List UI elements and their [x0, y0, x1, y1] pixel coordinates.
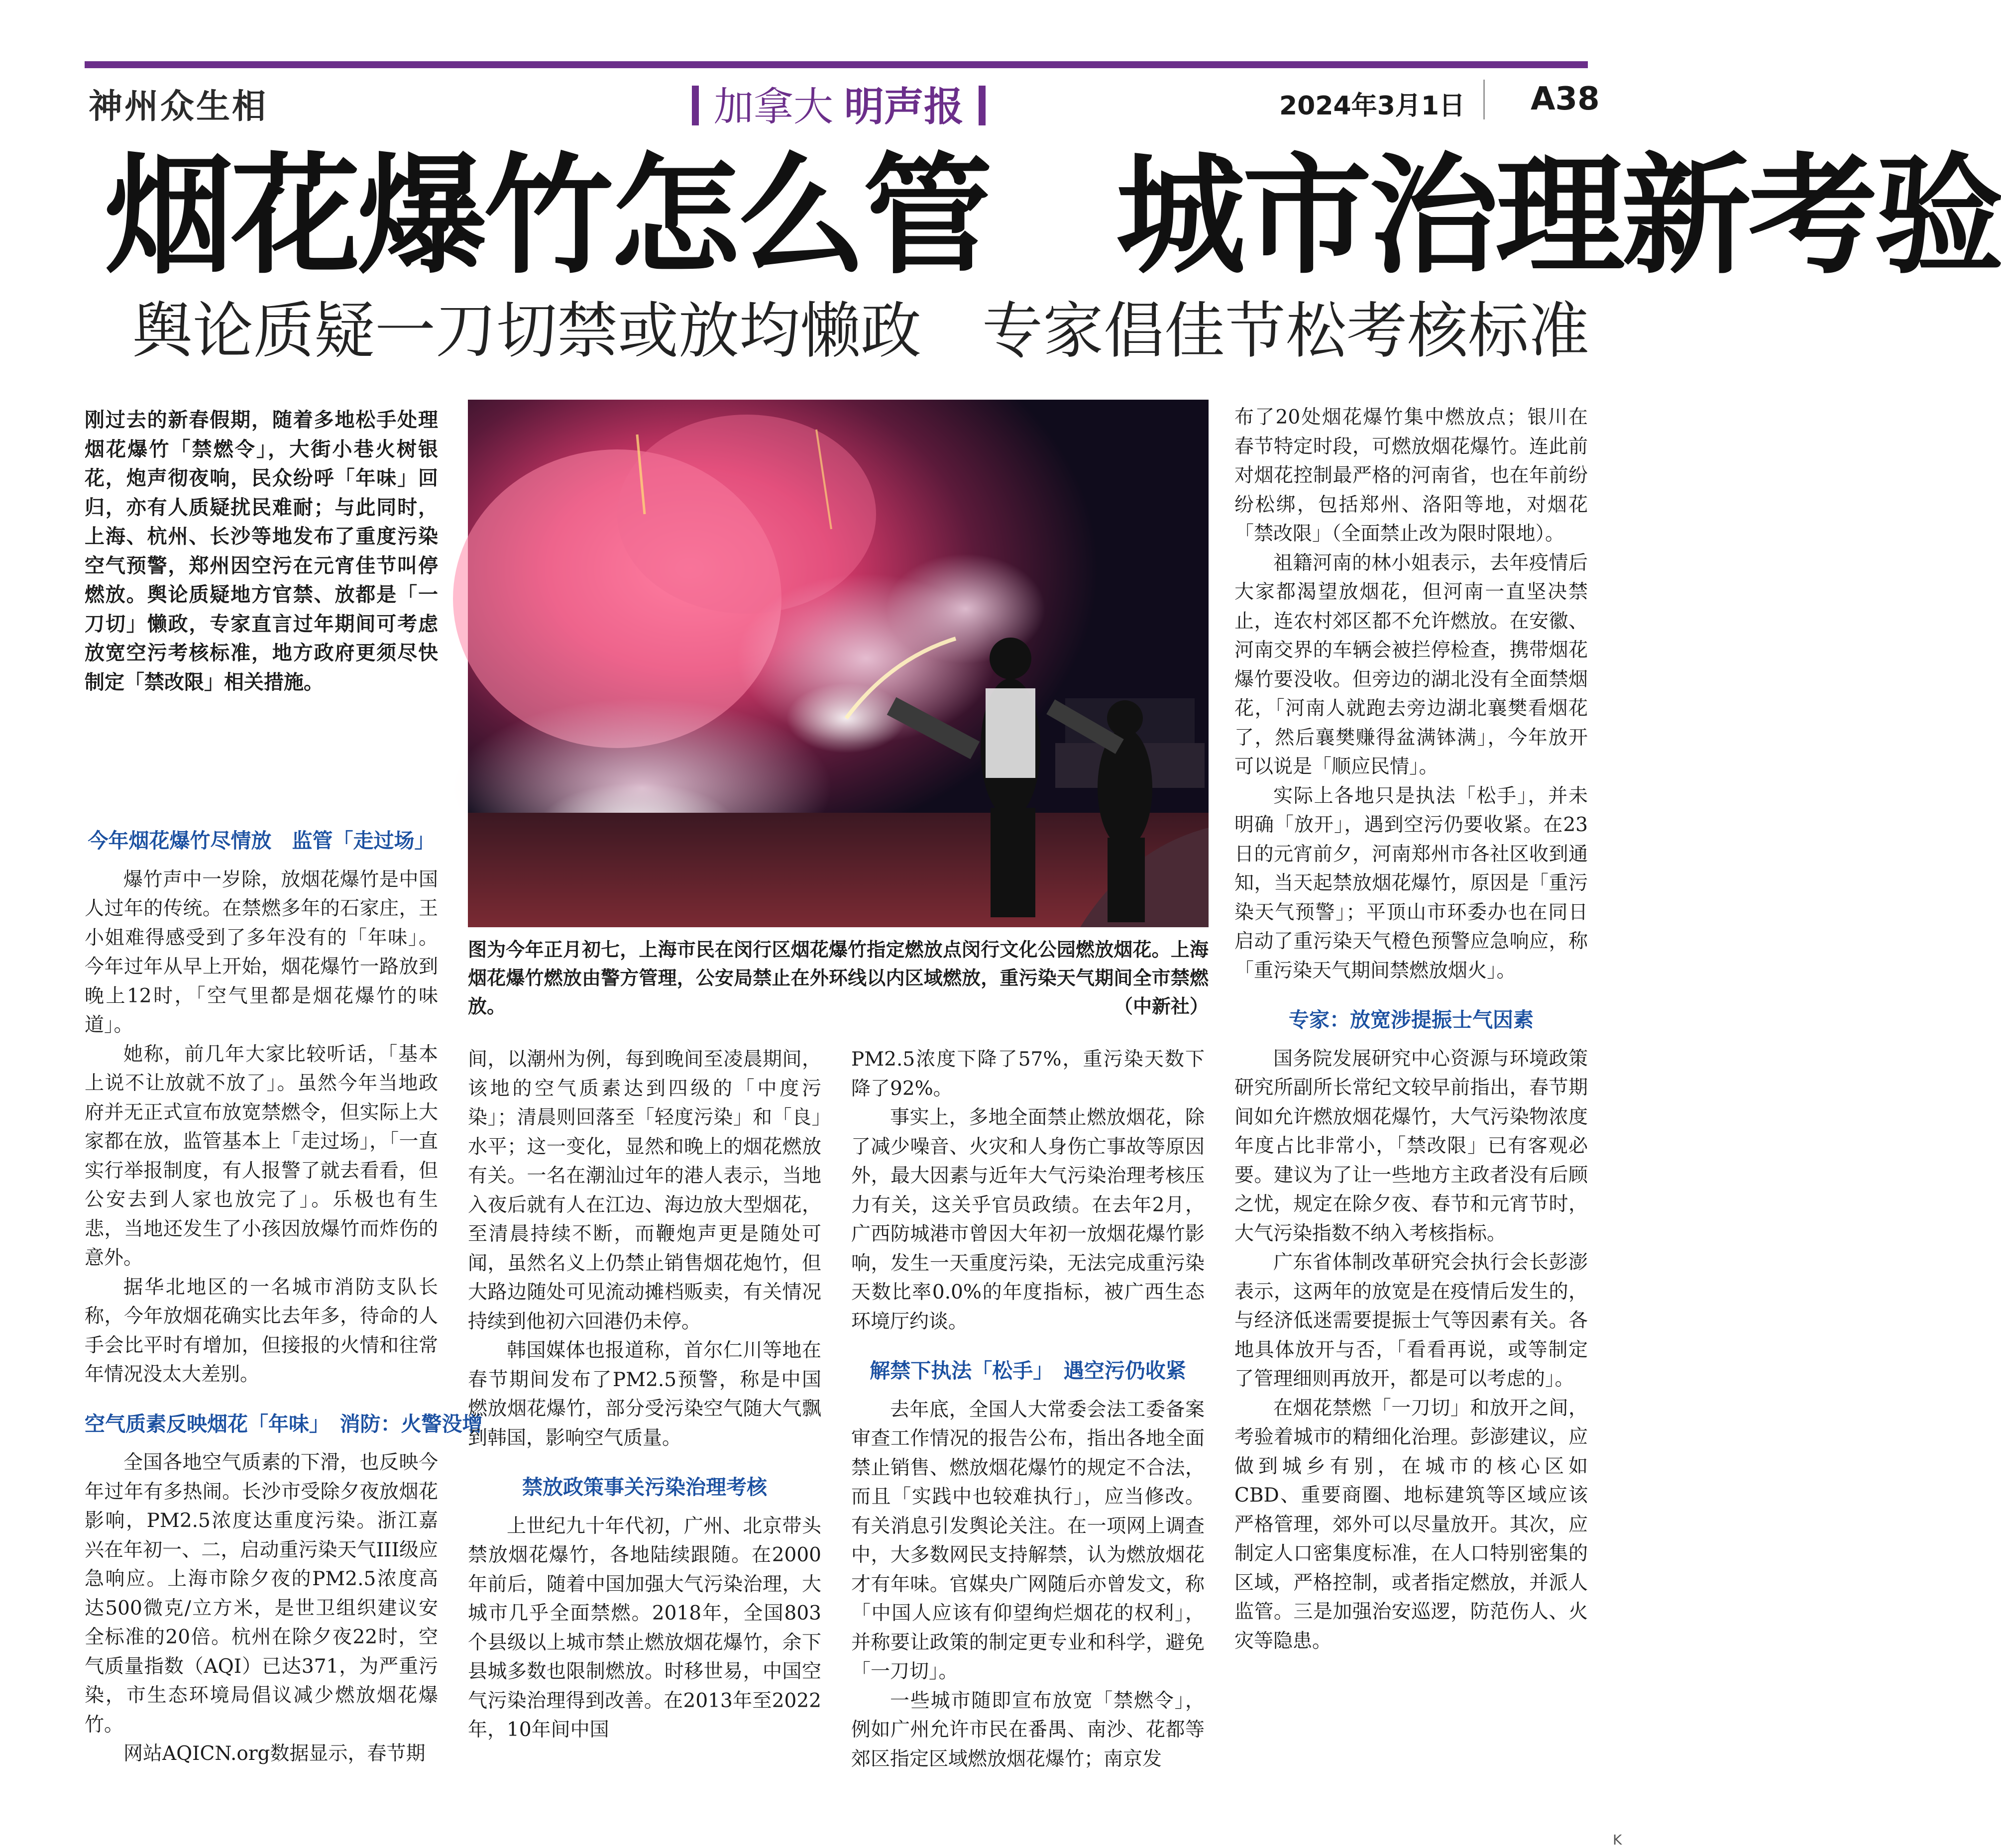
section-heading-5: 专家：放宽涉提振士气因素: [1289, 1008, 1534, 1032]
section-heading-4: 解禁下执法「松手」 遇空污仍收紧: [870, 1359, 1186, 1383]
subheadline: 舆论质疑一刀切禁或放均懒政 专家倡佳节松考核标准: [132, 296, 1589, 366]
lead-paragraph: [85, 406, 438, 697]
paragraph: 实际上各地只是执法「松手」，并未明确「放开」，遇到空污仍要收紧。在23日的元宵前夕，河南郑州市各社区收到通知，当天起禁放烟花爆竹，原因是「重污染天气预警」；平顶山市环委办也在同日启动了重污染天气橙色预警应急响应，称「重污染天气期间禁燃放烟火」。: [1234, 784, 1588, 982]
paragraph: PM2.5浓度下降了57%，重污染天数下降了92%。: [851, 1048, 1205, 1100]
fireworks-photo-image: [468, 400, 1209, 927]
column-2: [468, 1045, 821, 1745]
paragraph: 全国各地空气质素的下滑，也反映今年过年有多热闹。长沙市受除夕夜放烟花影响，PM2.5浓度达重度污染。浙江嘉兴在年初一、二，启动重污染天气III级应急响应。上海市除夕夜的PM2.5浓度高达500微克/立方米，是世卫组织建议安全标准的20倍。杭州在除夕夜22时，空气质量指数（AQI）已达371，为严重污染，市生态环境局倡议减少燃放烟花爆竹。: [85, 1451, 438, 1736]
section-heading-1: 今年烟花爆竹尽情放 监管「走过场」: [88, 829, 435, 853]
masthead-bar-left: [692, 86, 699, 125]
photo-credit: （中新社）: [1113, 995, 1209, 1017]
corner-mark: K: [1613, 1832, 1622, 1848]
column-4: [1234, 403, 1588, 1656]
paragraph: 她称，前几年大家比较听话，「基本上说不让放就不放了」。虽然今年当地政府并无正式宣布放宽禁燃令，但实际上大家都在放，监管基本上「走过场」，「一直实行举报制度，有人报警了就去看看，但公安去到人家也放完了」。乐极也有生悲，当地还发生了小孩因放爆竹而炸伤的意外。: [85, 1043, 438, 1269]
paragraph: 广东省体制改革研究会执行会长彭澎表示，这两年的放宽是在疫情后发生的，与经济低迷需要提振士气等因素有关。各地具体放开与否，「看看再说，或等制定了管理细则再放开，都是可以考虑的」。: [1234, 1251, 1588, 1390]
paragraph: 国务院发展研究中心资源与环境政策研究所副所长常纪文较早前指出，春节期间如允许燃放烟花爆竹，大气污染物浓度年度占比非常小，「禁改限」已有客观必要。建议为了让一些地方主政者没有后顾之忧，规定在除夕夜、春节和元宵节时，大气污染指数不纳入考核指标。: [1234, 1047, 1588, 1245]
masthead-bar-right: [979, 86, 986, 125]
photo-caption: [468, 936, 1209, 1021]
section-title: 神州众生相: [89, 87, 268, 126]
column-3: [851, 1045, 1205, 1774]
masthead-name: 明声报: [844, 84, 964, 130]
top-rule: [85, 61, 1588, 68]
column-1: [85, 816, 483, 1769]
paragraph: 在烟花禁燃「一刀切」和放开之间，考验着城市的精细化治理。彭澎建议，应做到城乡有别，在城市的核心区如CBD、重要商圈、地标建筑等区域应该严格管理，郊外可以尽量放开。其次，应制定人口密集度标准，在人口特别密集的区域，严格控制，或者指定燃放，并派人监管。三是加强治安巡逻，防范伤人、火灾等隐患。: [1234, 1397, 1588, 1652]
photo-caption-text: 图为今年正月初七，上海市民在闵行区烟花爆竹指定燃放点闵行文化公园燃放烟花。上海烟花爆竹燃放由警方管理，公安局禁止在外环线以内区域燃放，重污染天气期间全市禁燃放。: [468, 939, 1209, 1017]
paragraph: 去年底，全国人大常委会法工委备案审查工作情况的报告公布，指出各地全面禁止销售、燃放烟花爆竹的规定不合法，而且「实践中也较难执行」，应当修改。有关消息引发舆论关注。在一项网上调查中，大多数网民支持解禁，认为燃放烟花才有年味。官媒央广网随后亦曾发文，称「中国人应该有仰望绚烂烟花的权利」，并称要让政策的制定更专业和科学，避免「一刀切」。: [851, 1398, 1205, 1683]
headline: 烟花爆竹怎么管 城市治理新考验: [105, 141, 2001, 292]
paragraph: 上世纪九十年代初，广州、北京带头禁放烟花爆竹，各地陆续跟随。在2000年前后，随着中国加强大气污染治理，大城市几乎全面禁燃。2018年，全国803个县级以上城市禁止燃放烟花爆竹，余下县城多数也限制燃放。时移世易，中国空气污染治理得到改善。在2013年至2022年，10年间中国: [468, 1515, 821, 1741]
section-heading-2: 空气质素反映烟花「年味」 消防：火警没增: [85, 1412, 483, 1436]
paragraph: 爆竹声中一岁除，放烟花爆竹是中国人过年的传统。在禁燃多年的石家庄，王小姐难得感受到了多年没有的「年味」。今年过年从早上开始，烟花爆竹一路放到晚上12时，「空气里都是烟花爆竹的味道」。: [85, 868, 438, 1036]
masthead: [677, 75, 1000, 132]
masthead-prefix: 加拿大: [714, 84, 833, 130]
paragraph: 网站AQICN.org数据显示，春节期: [123, 1742, 426, 1765]
fireworks-photo: [468, 400, 1209, 927]
paragraph: 韩国媒体也报道称，首尔仁川等地在春节期间发布了PM2.5预警，称是中国燃放烟花爆竹，部分受污染空气随大气飘到韩国，影响空气质量。: [468, 1339, 821, 1449]
paragraph: 布了20处烟花爆竹集中燃放点；银川在春节特定时段，可燃放烟花爆竹。连此前对烟花控制最严格的河南省，也在年前纷纷松绑，包括郑州、洛阳等地，对烟花「禁改限」（全面禁止改为限时限地）。: [1234, 406, 1588, 545]
paragraph: 一些城市随即宣布放宽「禁燃令」，例如广州允许市民在番禺、南沙、花都等郊区指定区域燃放烟花爆竹；南京发: [851, 1689, 1205, 1770]
paragraph: 祖籍河南的林小姐表示，去年疫情后大家都渴望放烟花，但河南一直坚决禁止，连农村郊区都不允许燃放。在安徽、河南交界的车辆会被拦停检查，携带烟花爆竹要没收。但旁边的湖北没有全面禁烟花，「河南人就跑去旁边湖北襄樊看烟花了，然后襄樊赚得盆满钵满」，今年放开可以说是「顺应民情」。: [1234, 551, 1588, 778]
section-heading-3: 禁放政策事关污染治理考核: [522, 1475, 767, 1499]
issue-date: 2024年3月1日: [1279, 91, 1465, 121]
paragraph: 间，以潮州为例，每到晚间至凌晨期间，该地的空气质素达到四级的「中度污染」；清晨则回落至「轻度污染」和「良」水平；这一变化，显然和晚上的烟花燃放有关。一名在潮汕过年的港人表示，当地入夜后就有人在江边、海边放大型烟花，至清晨持续不断，而鞭炮声更是随处可闻，虽然名义上仍禁止销售烟花炮竹，但大路边随处可见流动摊档贩卖，有关情况持续到他初六回港仍未停。: [468, 1048, 821, 1333]
paragraph: 事实上，多地全面禁止燃放烟花，除了减少噪音、火灾和人身伤亡事故等原因外，最大因素与近年大气污染治理考核压力有关，这关乎官员政绩。在去年2月，广西防城港市曾因大年初一放烟花爆竹影响，发生一天重度污染，无法完成重污染天数比率0.0%的年度指标，被广西生态环境厅约谈。: [851, 1106, 1205, 1333]
header-divider: [1483, 80, 1485, 119]
paragraph: 据华北地区的一名城市消防支队长称，今年放烟花确实比去年多，待命的人手会比平时有增加，但接报的火情和往常年情况没太大差别。: [85, 1276, 438, 1386]
lead-text: 刚过去的新春假期，随着多地松手处理烟花爆竹「禁燃令」，大街小巷火树银花，炮声彻夜响，民众纷呼「年味」回归，亦有人质疑扰民难耐；与此同时，上海、杭州、长沙等地发布了重度污染空气预警，郑州因空污在元宵佳节叫停燃放。舆论质疑地方官禁、放都是「一刀切」懒政，专家直言过年期间可考虑放宽空污考核标准，地方政府更须尽快制定「禁改限」相关措施。: [85, 409, 438, 694]
page-number: A38: [1531, 81, 1600, 117]
